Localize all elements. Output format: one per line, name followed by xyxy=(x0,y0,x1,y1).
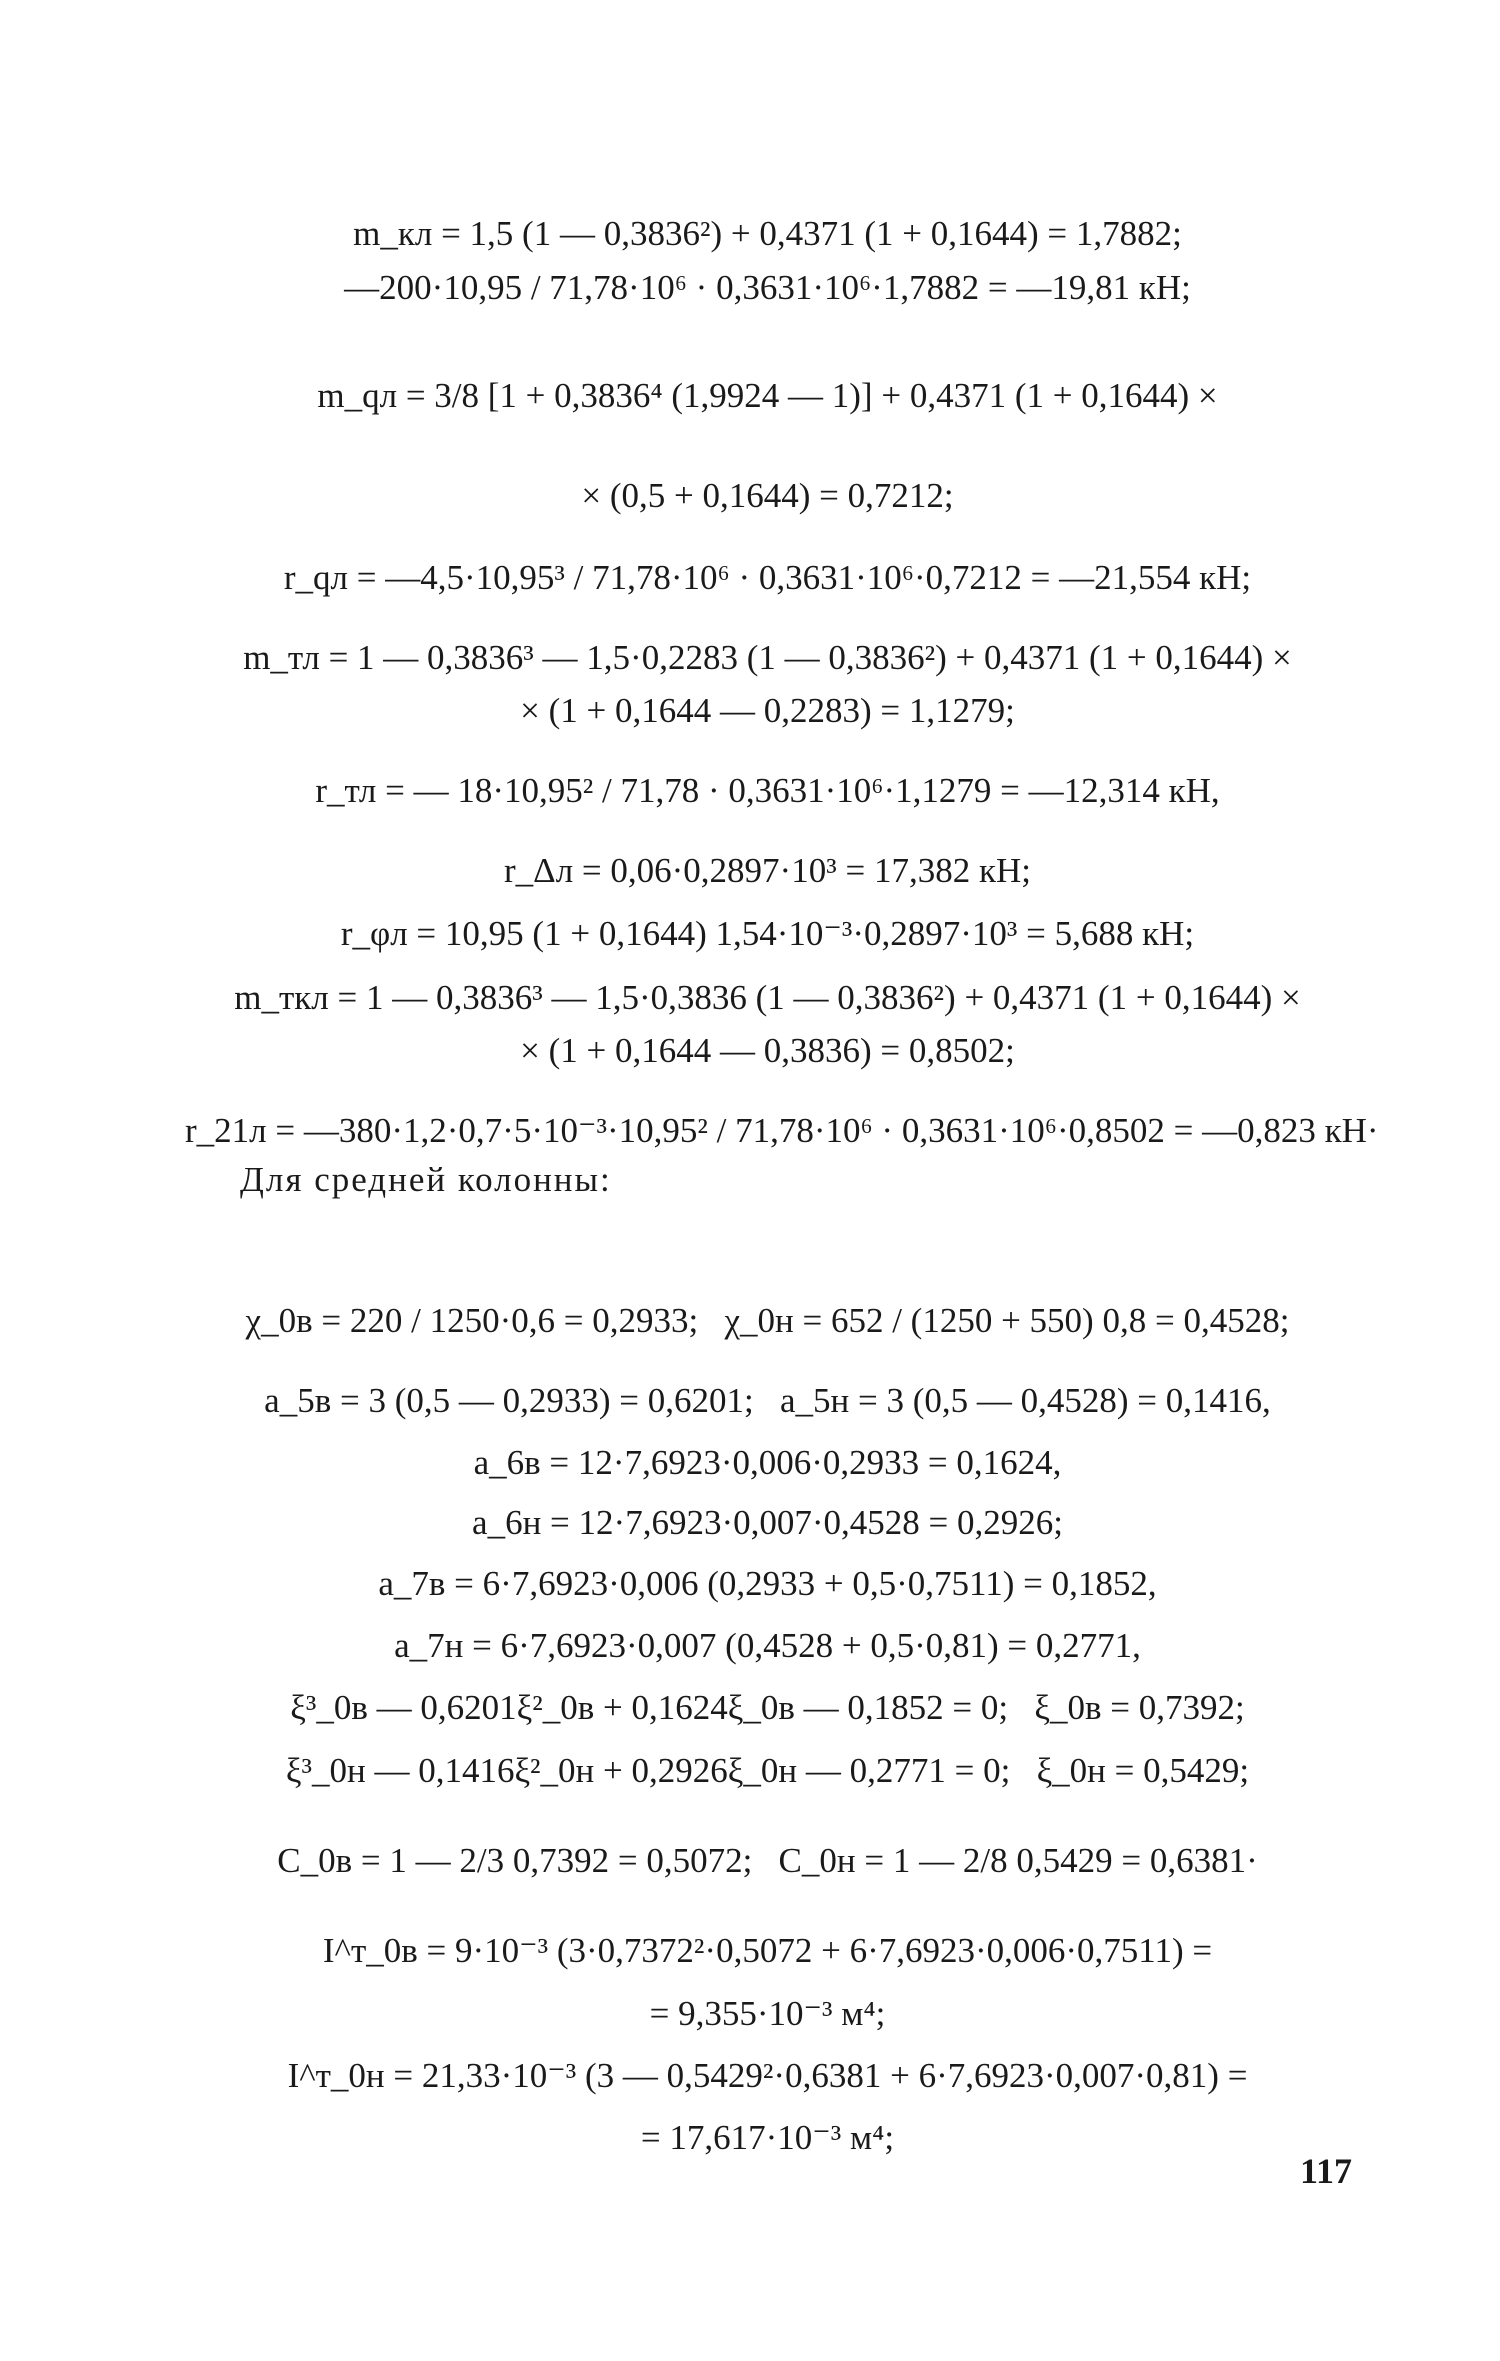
formula-xi-v: ξ³_0в — 0,6201ξ²_0в + 0,1624ξ_0в — 0,1852 = 0; ξ_0в = 0,7392; xyxy=(290,1688,1245,1727)
formula-i0n: I^т_0н = 21,33·10⁻³ (3 — 0,5429²·0,6381 + 6·7,6923·0,007·0,81) = xyxy=(287,2056,1248,2095)
formula-r-phi-l: r_φл = 10,95 (1 + 0,1644) 1,54·10⁻³·0,2897·10³ = 5,688 кН; xyxy=(340,914,1195,953)
formula-m-ql-cont: × (0,5 + 0,1644) = 0,7212; xyxy=(581,476,954,515)
formula-chi: χ_0в = 220 / 1250·0,6 = 0,2933; χ_0н = 652 / (1250 + 550) 0,8 = 0,4528; xyxy=(245,1301,1290,1340)
formula-m-kl: m_кл = 1,5 (1 — 0,3836²) + 0,4371 (1 + 0,1644) = 1,7882; xyxy=(353,214,1182,253)
formula-m-tkl-cont: × (1 + 0,1644 — 0,3836) = 0,8502; xyxy=(520,1031,1015,1070)
formula-m-tl-cont: × (1 + 0,1644 — 0,2283) = 1,1279; xyxy=(520,691,1015,730)
page-number: 117 xyxy=(1300,2151,1353,2191)
formula-a6v: a_6в = 12·7,6923·0,006·0,2933 = 0,1624, xyxy=(473,1443,1062,1482)
section-heading: Для средней колонны: xyxy=(240,1160,612,1199)
formula-a5: a_5в = 3 (0,5 — 0,2933) = 0,6201; a_5н = 3 (0,5 — 0,4528) = 0,1416, xyxy=(264,1381,1271,1420)
formula-r-kl: —200·10,95 / 71,78·10⁶ · 0,3631·10⁶·1,7882 = —19,81 кН; xyxy=(344,268,1191,307)
formula-r-delta-l: r_Δл = 0,06·0,2897·10³ = 17,382 кН; xyxy=(504,851,1031,890)
formula-m-tl: m_тл = 1 — 0,3836³ — 1,5·0,2283 (1 — 0,3836²) + 0,4371 (1 + 0,1644) × xyxy=(243,638,1292,677)
formula-i0v-result: = 9,355·10⁻³ м⁴; xyxy=(649,1994,886,2033)
formula-i0n-result: = 17,617·10⁻³ м⁴; xyxy=(640,2118,895,2157)
formula-m-ql: m_qл = 3/8 [1 + 0,3836⁴ (1,9924 — 1)] + 0,4371 (1 + 0,1644) × xyxy=(317,376,1218,415)
formula-a7v: a_7в = 6·7,6923·0,006 (0,2933 + 0,5·0,7511) = 0,1852, xyxy=(378,1564,1157,1603)
formula-r-ql: r_qл = —4,5·10,95³ / 71,78·10⁶ · 0,3631·10⁶·0,7212 = —21,554 кН; xyxy=(283,558,1252,597)
formula-r-21l: r_21л = —380·1,2·0,7·5·10⁻³·10,95² / 71,78·10⁶ · 0,3631·10⁶·0,8502 = —0,823 кН· xyxy=(185,1111,1379,1150)
formula-i0v: I^т_0в = 9·10⁻³ (3·0,7372²·0,5072 + 6·7,6923·0,006·0,7511) = xyxy=(322,1931,1213,1970)
formula-xi-n: ξ³_0н — 0,1416ξ²_0н + 0,2926ξ_0н — 0,2771 = 0; ξ_0н = 0,5429; xyxy=(285,1751,1250,1790)
formula-c0: C_0в = 1 — 2/3 0,7392 = 0,5072; C_0н = 1 — 2/8 0,5429 = 0,6381· xyxy=(277,1841,1258,1880)
formula-r-tl: r_тл = — 18·10,95² / 71,78 · 0,3631·10⁶·1,1279 = —12,314 кН, xyxy=(315,771,1220,810)
formula-a6n: a_6н = 12·7,6923·0,007·0,4528 = 0,2926; xyxy=(472,1503,1063,1542)
formula-m-tkl: m_ткл = 1 — 0,3836³ — 1,5·0,3836 (1 — 0,3836²) + 0,4371 (1 + 0,1644) × xyxy=(234,978,1301,1017)
formula-a7n: a_7н = 6·7,6923·0,007 (0,4528 + 0,5·0,81) = 0,2771, xyxy=(394,1626,1141,1665)
